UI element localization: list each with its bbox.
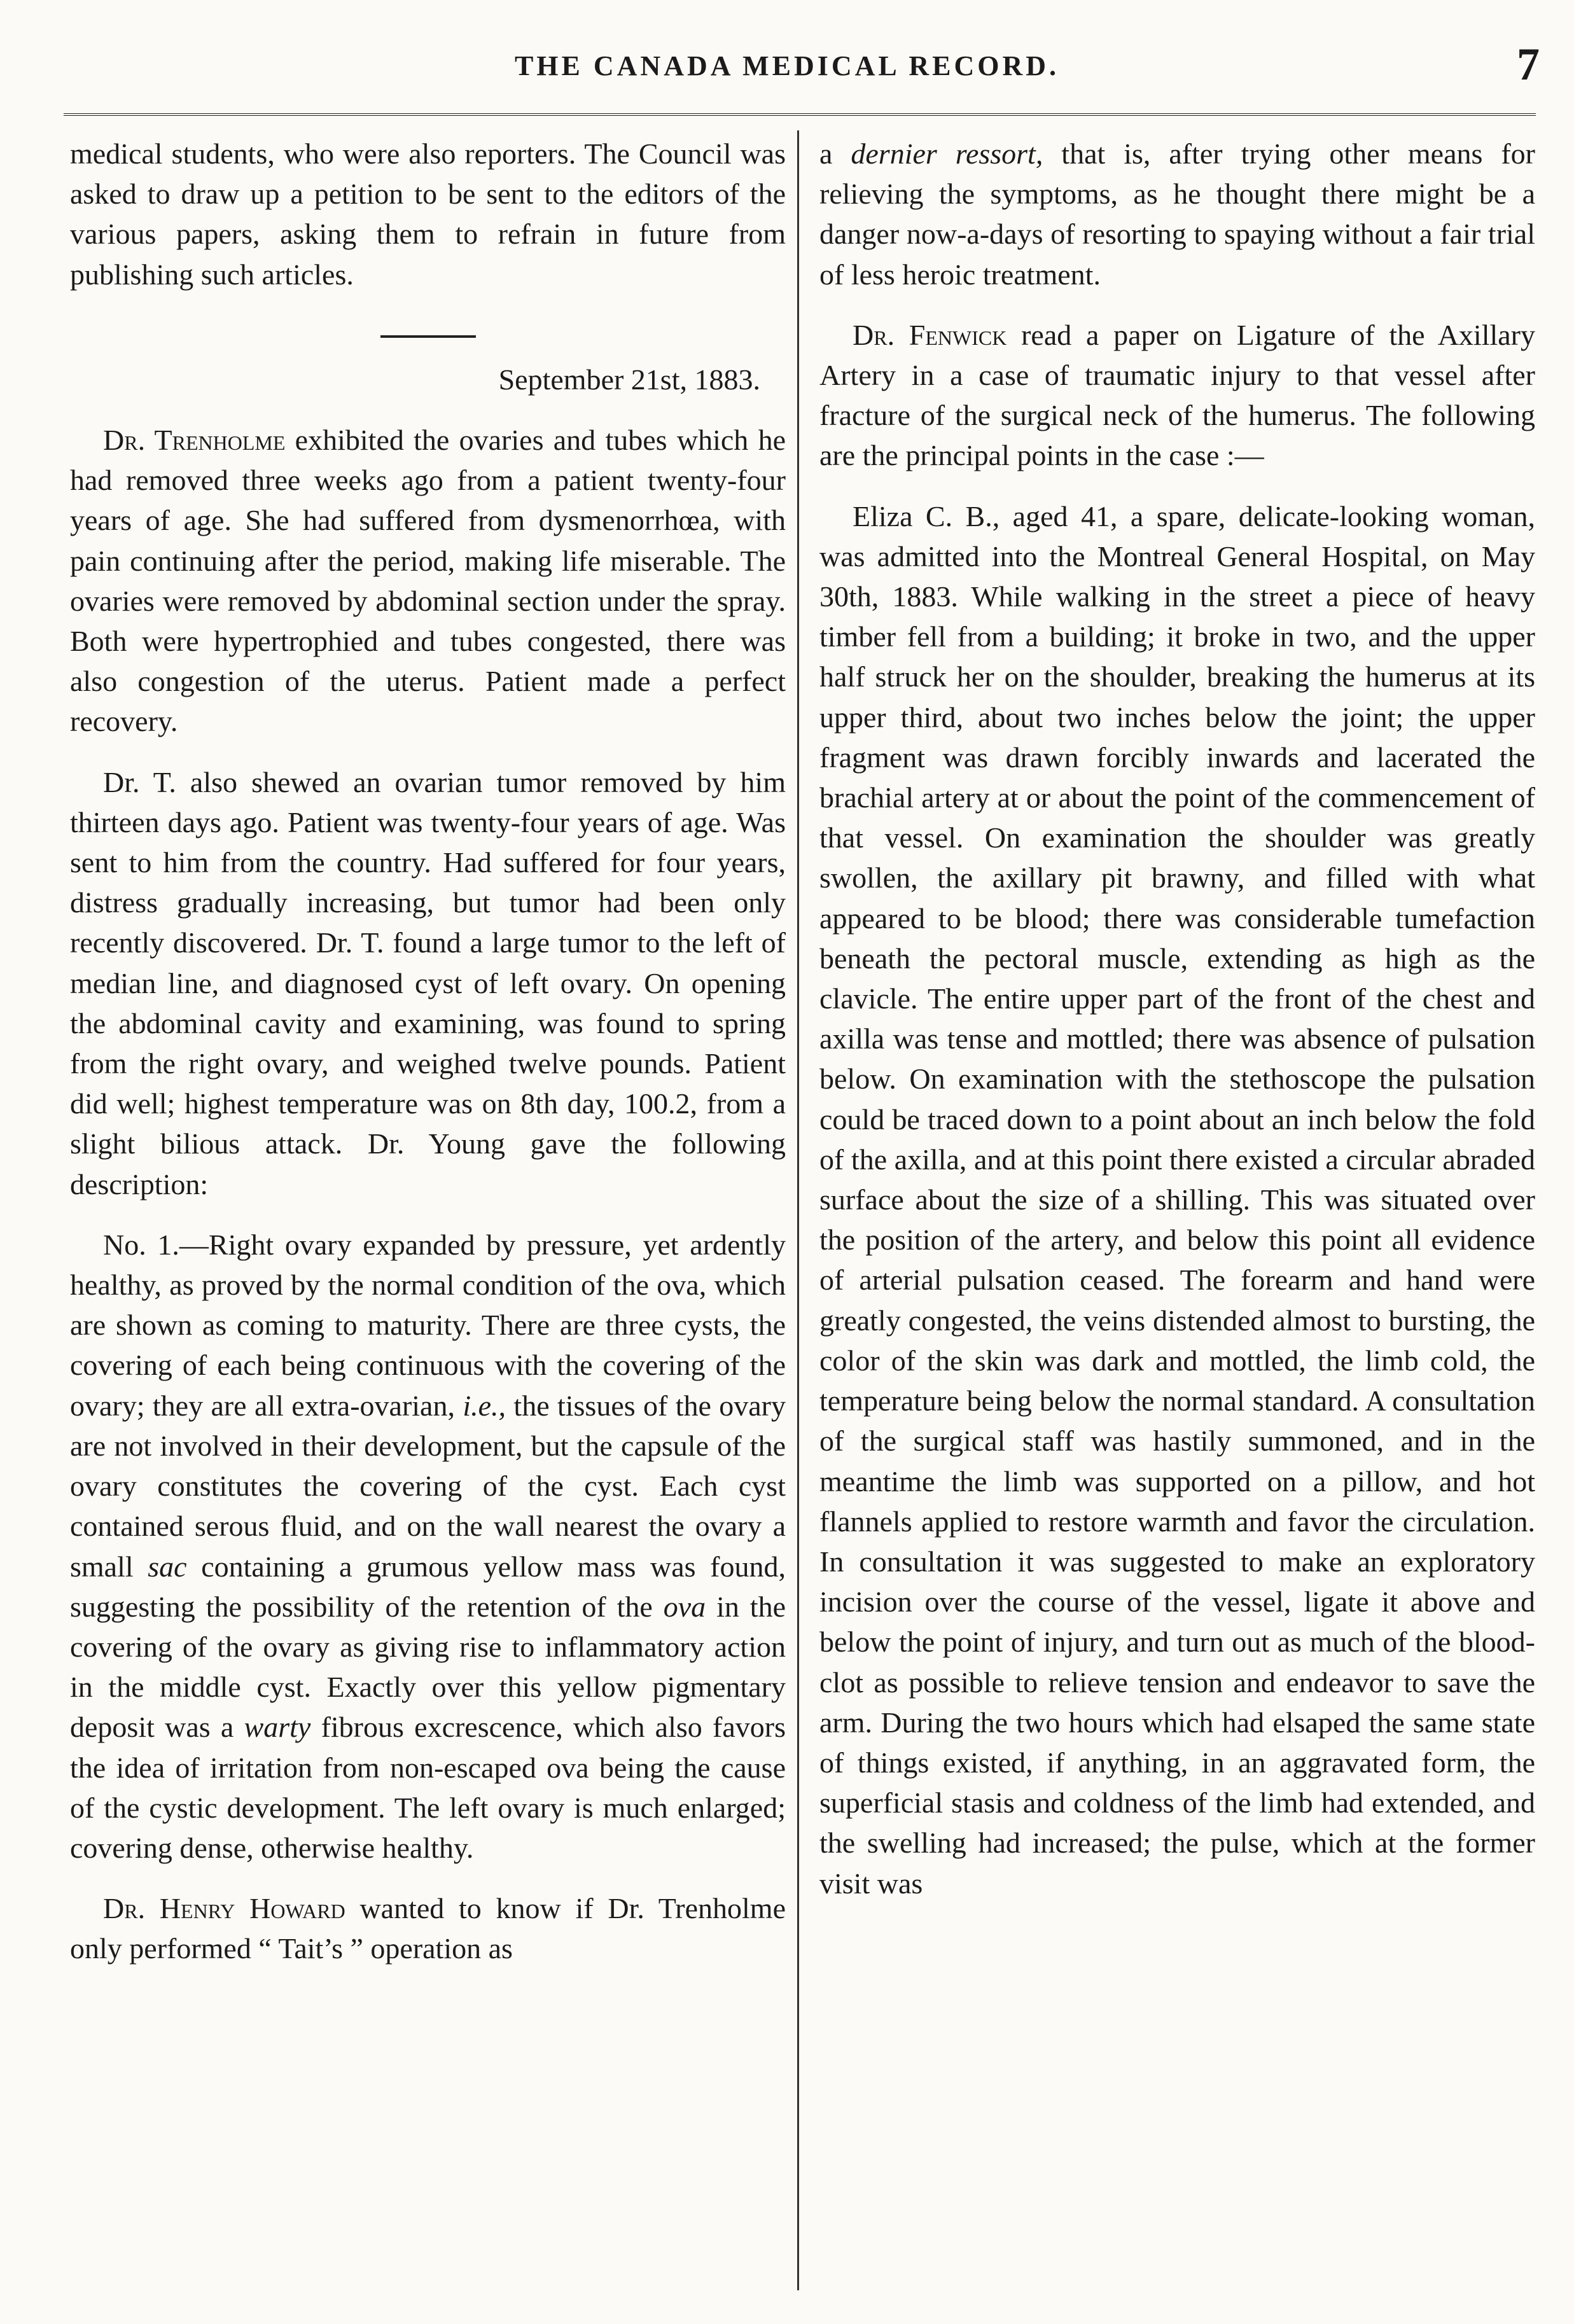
paragraph-text: containing a grumous yellow mass was found, suggesting the possibility of the retention of the bbox=[70, 1550, 786, 1623]
right-paragraph-2 bbox=[819, 315, 1535, 476]
speaker-name: Dr. Henry Howard bbox=[103, 1892, 345, 1925]
header-rule bbox=[64, 113, 1536, 116]
paragraph-text: fibrous excrescence, which also favors the idea of irritation from non-escaped ova being the cause of the cystic development. The left ovary is much enlarged; covering dense, otherwise healthy. bbox=[70, 1711, 786, 1864]
speaker-name: Dr. Fenwick bbox=[853, 318, 1007, 351]
left-paragraph-1: medical students, who were also reporters. The Council was asked to draw up a petition to be sent to the editors of the various papers, asking them to refrain in future from publishing such articles. bbox=[70, 137, 786, 291]
section-rule bbox=[380, 335, 476, 338]
left-paragraph-4 bbox=[70, 1225, 786, 1868]
paragraph-text: No. 1.—Right ovary expanded by pressure, yet ardently healthy, as proved by the normal condition of the ova, which are shown as coming to maturity. There are three cysts, the covering of each being continuous with the covering of the ovary; they are all extra-ovarian, bbox=[70, 1228, 786, 1422]
paragraph-text: read a paper on Ligature of the Axillary Artery in a case of traumatic injury to that vessel after fracture of the surgical neck of the humerus. The following are the principal points in the case :— bbox=[819, 318, 1535, 472]
left-paragraph-2 bbox=[70, 420, 786, 742]
paragraph-text: a bbox=[819, 137, 851, 170]
left-paragraph-3: Dr. T. also shewed an ovarian tumor removed by him thirteen days ago. Patient was twenty-four years of age. Was sent to him from the country. Had suffered for four years, distress gradually increasing, but tumor had been only recently discovered. Dr. T. found a large tumor to the left of median line, and diagnosed cyst of left ovary. On opening the abdominal cavity and examining, was found to spring from the right ovary, and weighed twelve pounds. Patient did well; highest temperature was on 8th day, 100.2, from a slight bilious attack. Dr. Young gave the following description: bbox=[70, 765, 786, 1200]
left-paragraph-5 bbox=[70, 1888, 786, 1968]
right-paragraph-1 bbox=[819, 134, 1535, 295]
speaker-name: Dr. Trenholme bbox=[103, 424, 286, 457]
journal-title: THE CANADA MEDICAL RECORD. bbox=[514, 50, 1060, 81]
paragraph-text: that is, after trying other means for relieving the symptoms, as he thought there might be a danger now-a-days of resorting to spaying without a fair trial of less heroic treatment. bbox=[819, 137, 1535, 291]
italic-text: sac bbox=[148, 1550, 187, 1583]
paragraph-text: exhibited the ovaries and tubes which he had removed three weeks ago from a patient twenty-four years of age. She had suffered from dysmenorrhœa, with pain continuing after the period, making life miserable. The ovaries were removed by abdominal section under the spray. Both were hypertrophied and tubes congested, there was also congestion of the uterus. Patient made a perfect recovery. bbox=[70, 424, 786, 738]
right-paragraph-3: Eliza C. B., aged 41, a spare, delicate-looking woman, was admitted into the Montreal General Hospital, on May 30th, 1883. While walking in the street a piece of heavy timber fell from a building; it broke in two, and the upper half struck her on the shoulder, breaking the humerus at its upper third, about two inches below the joint; the upper fragment was drawn forcibly inwards and lacerated the brachial artery at or about the point of the commencement of that vessel. On examination the shoulder was greatly swollen, the axillary pit brawny, and filled with what appeared to be blood; there was considerable tumefaction beneath the pectoral muscle, extending as high as the clavicle. The entire upper part of the front of the chest and axilla was tense and mottled; there was absence of pulsation below. On examination with the stethoscope the pulsation could be traced down to a point about an inch below the fold of the axilla, and at this point there existed a circular abraded surface about the size of a shilling. This was situated over the position of the artery, and below this point all evidence of arterial pulsation ceased. The forearm and hand were greatly congested, the veins distended almost to bursting, the color of the skin was dark and mottled, the limb cold, the temperature being below the normal standard. A consultation of the surgical staff was hastily summoned, and in the meantime the limb was supported on a pillow, and hot flannels applied to restore warmth and favor the circulation. In consultation it was suggested to make an exploratory incision over the course of the vessel, ligate it above and below the point of injury, and turn out as much of the blood-clot as possible to relieve tension and endeavor to save the arm. During the two hours which had elsaped the same state of things existed, if anything, in an aggravated form, the superficial stasis and coldness of the limb had extended, and the swelling had increased; the pulse, which at the former visit was bbox=[819, 499, 1535, 1900]
page-number: 7 bbox=[1517, 39, 1540, 90]
left-column bbox=[70, 134, 786, 2290]
paragraph-text: in the covering of the ovary as giving rise to inflammatory action in the middle cyst. Exactly over this yellow pigmentary deposit was a bbox=[70, 1590, 786, 1744]
page-header bbox=[0, 0, 1574, 127]
right-column bbox=[819, 134, 1535, 2290]
italic-text: dernier ressort, bbox=[851, 137, 1043, 170]
italic-text: i.e., bbox=[463, 1389, 506, 1422]
meeting-date: September 21st, 1883. bbox=[498, 363, 760, 396]
italic-text: warty bbox=[244, 1711, 311, 1744]
paragraph-text: the tissues of the ovary are not involved in their development, but the capsule of the ovary constitutes the covering of the cyst. Each cyst contained serous fluid, and on the wall nearest the ovary a small bbox=[70, 1389, 786, 1583]
italic-text: ova bbox=[663, 1590, 706, 1623]
paragraph-text: wanted to know if Dr. Trenholme only performed “ Tait’s ” operation as bbox=[70, 1892, 786, 1965]
column-divider bbox=[797, 130, 799, 2290]
